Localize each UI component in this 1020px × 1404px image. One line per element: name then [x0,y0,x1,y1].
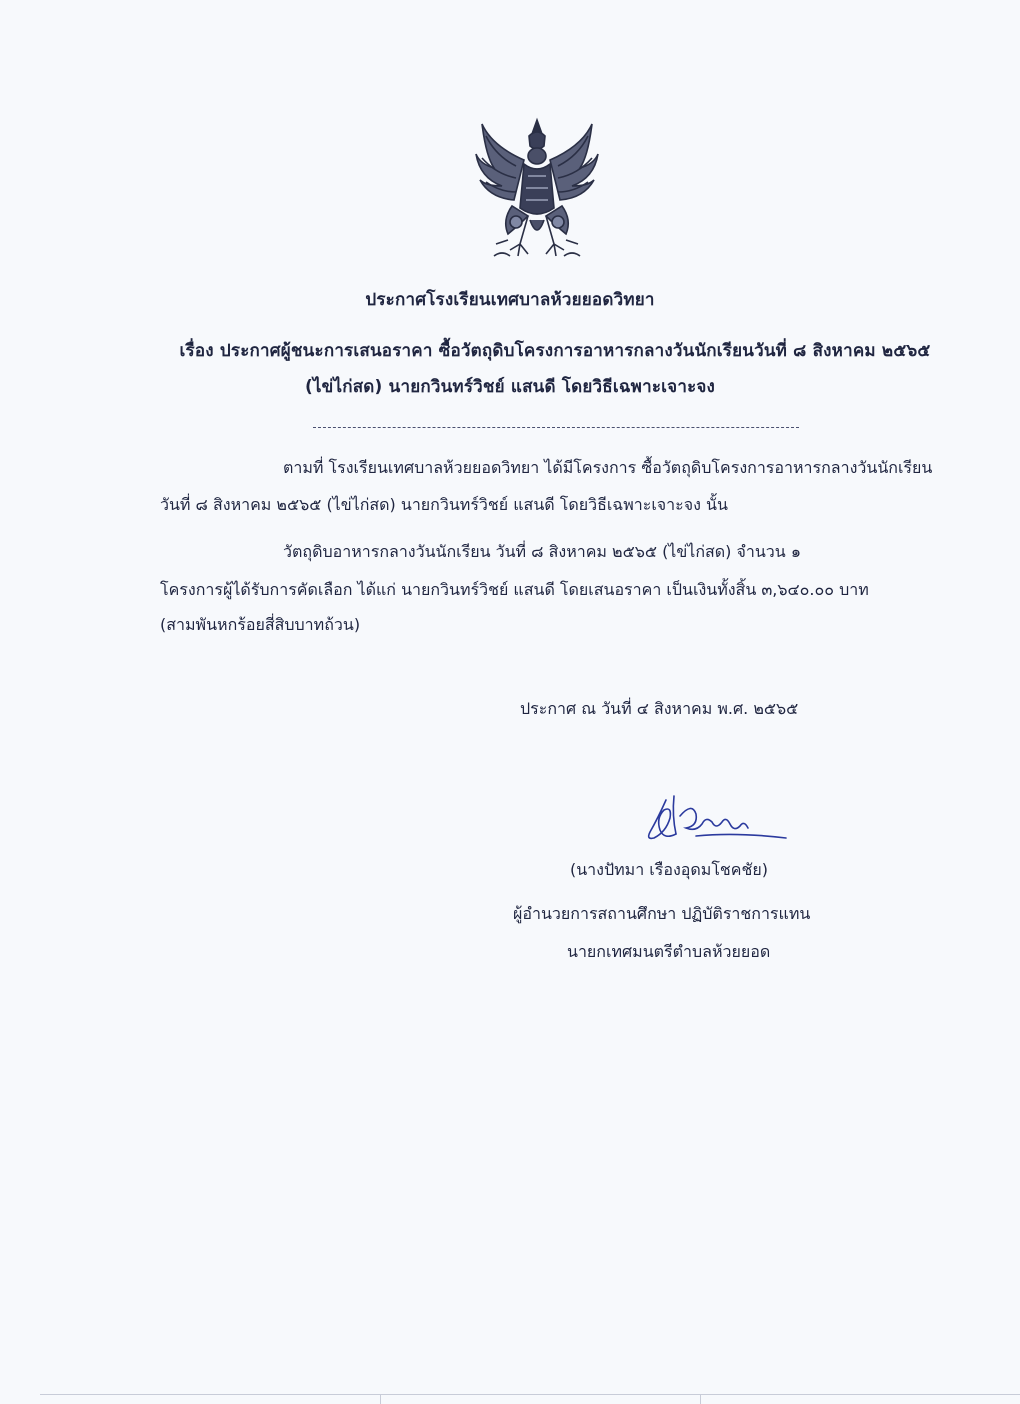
body-line-4: โครงการผู้ได้รับการคัดเลือก ได้แก่ นายกวินทร์วิชย์ แสนดี โดยเสนอราคา เป็นเงินทั้งสิ้น ๓,๖๔๐.๐๐ บาท [160,580,869,599]
body-line-3: วัตถุดิบอาหารกลางวันนักเรียน วันที่ ๘ สิงหาคม ๒๕๖๕ (ไข่ไก่สด) จำนวน ๑ [283,542,801,561]
signature-icon [636,788,796,858]
signatory-position: ผู้อำนวยการสถานศึกษา ปฏิบัติราชการแทน [513,904,811,923]
scan-edge-tick [700,1394,701,1404]
body-line-5: (สามพันหกร้อยสี่สิบบาทถ้วน) [160,615,361,634]
garuda-emblem-icon [472,116,602,264]
scan-bottom-edge [40,1394,1020,1395]
body-line-1: ตามที่ โรงเรียนเทศบาลห้วยยอดวิทยา ได้มีโครงการ ซื้อวัตถุดิบโครงการอาหารกลางวันนักเรียน [283,458,933,477]
announcement-subject: เรื่อง ประกาศผู้ชนะการเสนอราคา ซื้อวัตถุดิบโครงการอาหารกลางวันนักเรียนวันที่ ๘ สิงหาคม ๒๕๖๕ [179,341,931,361]
body-line-2: วันที่ ๘ สิงหาคม ๒๕๖๕ (ไข่ไก่สด) นายกวินทร์วิชย์ แสนดี โดยวิธีเฉพาะเจาะจง นั้น [160,495,728,514]
announce-date: ประกาศ ณ วันที่ ๔ สิงหาคม พ.ศ. ๒๕๖๕ [520,699,799,718]
announcement-subject-continued: (ไข่ไก่สด) นายกวินทร์วิชย์ แสนดี โดยวิธีเฉพาะเจาะจง [304,377,716,397]
signatory-name: (นางปัทมา เรืองอุดมโชคชัย) [570,860,768,879]
signatory-on-behalf: นายกเทศมนตรีตำบลห้วยยอด [567,942,771,961]
scan-edge-tick [380,1394,381,1404]
divider [313,427,799,428]
announcement-title: ประกาศโรงเรียนเทศบาลห้วยยอดวิทยา [365,290,655,310]
